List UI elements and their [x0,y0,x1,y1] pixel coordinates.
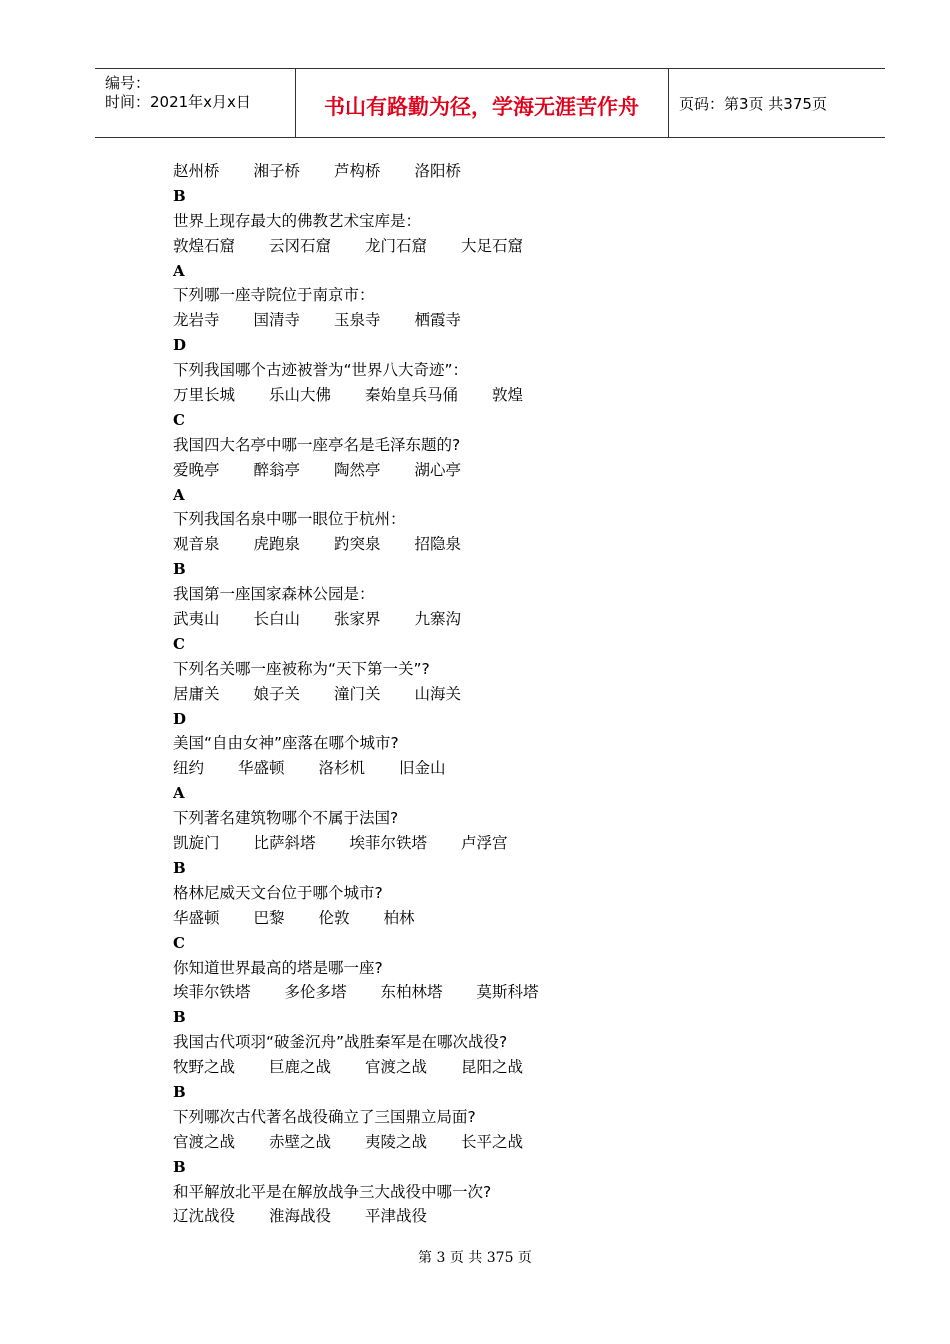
option-text: 牧野之战 [173,1058,236,1077]
option-text: 秦始皇兵马俑 [365,386,459,405]
question-text: 我国古代项羽“破釜沉舟”战胜秦军是在哪次战役? [173,1033,508,1052]
question-text: 下列哪次古代著名战役确立了三国鼎立局面? [173,1107,476,1126]
option-text: 多伦多塔 [284,983,347,1002]
option-text: 淮海战役 [269,1207,332,1226]
options-row [173,682,773,707]
options-row [173,308,773,333]
option-text: 陶然亭 [334,460,381,479]
page-footer: 第 3 页 共 375 页 [418,1250,532,1266]
time-label: 时间：2021年x月x日 [105,93,251,111]
options-row [173,159,773,184]
option-text: 张家界 [334,610,381,629]
serial-label: 编号： [105,74,151,92]
question-text: 下列我国名泉中哪一眼位于杭州： [173,510,406,529]
answer-letter: D [173,709,187,728]
option-text: 卢浮宫 [461,834,508,853]
options-row [173,1055,773,1080]
question-text: 美国“自由女神”座落在哪个城市? [173,734,399,753]
option-text: 娘子关 [253,684,301,703]
question-text: 世界上现存最大的佛教艺术宝库是： [173,211,422,230]
option-text: 巴黎 [253,908,285,927]
option-text: 万里长城 [173,386,236,405]
answer-letter: B [173,1082,186,1101]
option-text: 赵州桥 [173,162,220,180]
option-text: 巨鹿之战 [269,1058,332,1077]
option-text: 醉翁亭 [253,460,301,479]
answer-letter: B [173,1157,186,1176]
answer-letter: A [173,261,185,280]
option-text: 居庸关 [173,684,220,703]
question-text: 我国四大名亭中哪一座亭名是毛泽东题的? [173,435,461,454]
option-text: 昆阳之战 [461,1058,524,1077]
page-number-label: 页码：第3页 共375页 [679,95,827,113]
header-page-cell [669,69,885,137]
option-text: 武夷山 [173,610,220,629]
option-text: 东柏林塔 [380,983,443,1002]
option-text: 柏林 [383,908,415,927]
option-text: 官渡之战 [173,1132,236,1151]
option-text: 山海关 [414,684,462,703]
option-text: 纽约 [173,759,205,778]
options-row [173,532,773,557]
page-header [95,68,885,138]
option-text: 乐山大佛 [269,386,332,405]
options-row [173,234,773,259]
option-text: 湘子桥 [253,162,301,180]
options-row [173,1204,773,1229]
option-text: 趵突泉 [334,535,381,554]
option-text: 玉泉寺 [334,311,381,330]
option-text: 湖心亭 [414,460,462,479]
answer-letter: B [173,1008,186,1027]
options-row [173,1130,773,1155]
option-text: 长平之战 [461,1132,524,1151]
answer-letter: C [173,410,185,429]
option-text: 爱晚亭 [173,460,220,479]
options-row [173,756,773,781]
option-text: 国清寺 [253,311,301,330]
header-motto-cell [295,69,669,137]
option-text: 华盛顿 [238,759,285,778]
answer-letter: C [173,933,185,952]
answer-letter: B [173,560,186,579]
option-text: 龙门石窟 [365,236,428,255]
option-text: 华盛顿 [173,908,220,927]
question-text: 格林尼威天文台位于哪个城市? [173,883,383,902]
option-text: 云冈石窟 [269,236,332,255]
answer-letter: A [173,485,185,504]
option-text: 凯旋门 [173,834,220,853]
option-text: 虎跑泉 [253,535,301,554]
options-row [173,980,773,1005]
option-text: 招隐泉 [414,535,462,554]
option-text: 伦敦 [318,908,350,927]
option-text: 栖霞寺 [414,311,462,330]
option-text: 九寨沟 [414,610,462,629]
options-row [173,383,773,408]
question-text: 下列名关哪一座被称为“天下第一关”? [173,659,430,678]
option-text: 埃菲尔铁塔 [349,834,428,853]
option-text: 埃菲尔铁塔 [173,983,251,1002]
answer-letter: D [173,336,187,355]
option-text: 夷陵之战 [365,1132,428,1151]
option-text: 大足石窟 [461,236,524,255]
option-text: 龙岩寺 [173,311,220,330]
options-row [173,906,773,931]
option-text: 敦煌 [492,386,524,405]
options-row [173,458,773,483]
option-text: 长白山 [253,610,301,629]
option-text: 观音泉 [173,535,220,554]
answer-letter: C [173,634,185,653]
option-text: 赤壁之战 [269,1132,332,1151]
options-row [173,831,773,856]
motto: 书山有路勤为径，学海无涯苦作舟 [324,95,639,119]
question-text: 下列我国哪个古迹被誉为“世界八大奇迹”： [173,361,469,380]
answer-letter: A [173,784,185,803]
question-list [173,159,773,1229]
option-text: 洛阳桥 [414,162,462,180]
header-info-cell [95,69,296,137]
options-row [173,607,773,632]
option-text: 平津战役 [365,1207,428,1226]
option-text: 莫斯科塔 [476,983,539,1002]
option-text: 旧金山 [399,759,446,778]
option-text: 官渡之战 [365,1058,428,1077]
question-text: 下列著名建筑物哪个不属于法国? [173,809,399,828]
question-text: 我国第一座国家森林公园是： [173,585,375,604]
answer-letter: B [173,186,186,205]
answer-letter: B [173,858,186,877]
option-text: 潼门关 [334,684,381,703]
question-text: 你知道世界最高的塔是哪一座? [173,958,383,977]
option-text: 辽沈战役 [173,1207,236,1226]
option-text: 敦煌石窟 [173,236,236,255]
option-text: 比萨斜塔 [253,834,316,853]
question-text: 和平解放北平是在解放战争三大战役中哪一次? [173,1182,492,1201]
option-text: 洛杉机 [318,759,366,778]
option-text: 芦构桥 [334,162,381,180]
question-text: 下列哪一座寺院位于南京市： [173,286,375,305]
